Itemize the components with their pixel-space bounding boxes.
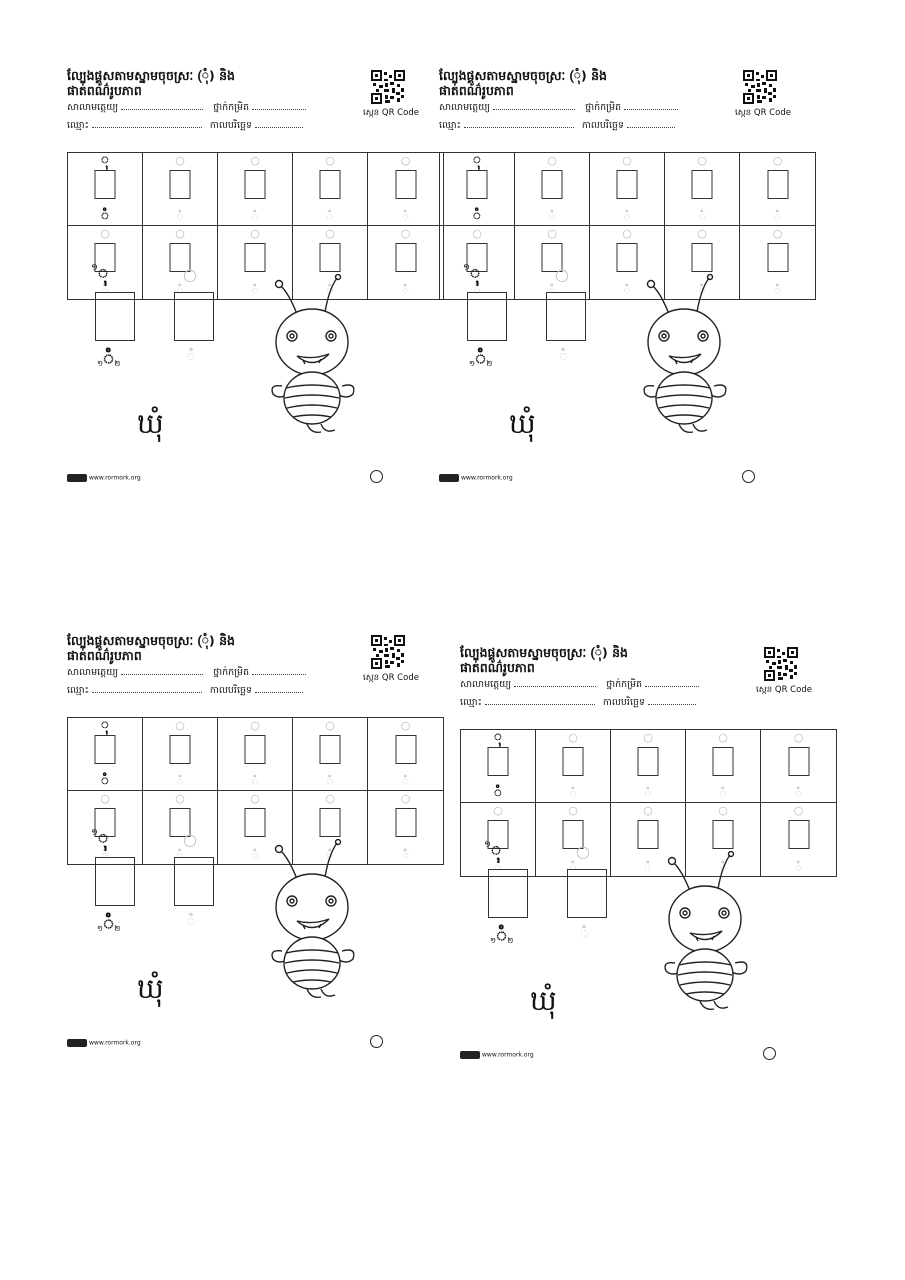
cell-top-guide: ○: [400, 719, 411, 732]
practice-guide-top: ○: [183, 830, 197, 849]
trace-cell[interactable]: [761, 803, 836, 876]
date-field[interactable]: [648, 696, 696, 705]
cell-top-guide: ○: [250, 154, 260, 167]
worksheet-title: [439, 68, 607, 98]
practice-word: ឃុំ: [530, 984, 557, 1017]
practice-bottom-mark: ១ំ២: [97, 349, 121, 371]
trace-cell[interactable]: [590, 153, 665, 226]
practice-word: ឃុំ: [509, 407, 536, 440]
school-label: សាលាមត្តេយ្យ: [67, 102, 119, 113]
cell-trace-box[interactable]: [788, 820, 809, 849]
worksheet-title: [67, 633, 235, 663]
cell-trace-box[interactable]: [692, 170, 713, 199]
footer-site[interactable]: www.rormork.org: [89, 474, 141, 482]
name-label: ឈ្មោះ: [67, 685, 89, 696]
cell-trace-box[interactable]: [245, 735, 266, 764]
cell-trace-box[interactable]: [713, 820, 734, 849]
cell-top-guide: ○: [175, 792, 185, 805]
trace-cell[interactable]: [368, 718, 443, 791]
name-label: ឈ្មោះ: [460, 697, 482, 708]
trace-cell[interactable]: [368, 153, 443, 226]
cell-bottom-guide: ំ: [569, 787, 577, 801]
cell-top-guide: ○: [175, 154, 185, 167]
practice-top-mark: $^១$ុ: [91, 828, 109, 850]
cell-trace-box[interactable]: [638, 820, 659, 849]
cell-trace-box[interactable]: [767, 170, 788, 199]
cell-trace-box[interactable]: [617, 243, 638, 272]
cell-trace-box[interactable]: [395, 808, 416, 837]
school-field[interactable]: [121, 101, 203, 110]
cell-top-guide: ○: [718, 804, 728, 817]
school-grade-row: [67, 666, 306, 680]
title-line-1: ល្បែងផ្គូសតាមស្នាមចុចស្រៈ (ុំ) និង: [67, 68, 235, 83]
practice-word: ឃុំ: [137, 407, 164, 440]
cell-trace-box[interactable]: [95, 170, 116, 199]
trace-cell[interactable]: [368, 226, 443, 299]
date-field[interactable]: [627, 119, 675, 128]
cell-trace-box[interactable]: [95, 735, 116, 764]
date-label: កាលបរិច្ឆេទ: [602, 697, 646, 708]
cell-top-mark: ុ: [100, 718, 110, 734]
title-line-1: ល្បែងផ្គូសតាមស្នាមចុចស្រៈ (ុំ) និង: [460, 645, 628, 660]
cell-bottom-guide: ំ: [326, 849, 334, 863]
cell-top-guide: ○: [568, 731, 578, 744]
cell-top-guide: ○: [793, 731, 804, 744]
name-date-row: [67, 684, 303, 698]
cell-bottom-guide: ំ: [644, 861, 652, 875]
worksheet-title: [460, 645, 628, 675]
qr-caption: ស្កេន QR Code: [363, 673, 419, 683]
cell-bottom-guide: ំ: [326, 210, 334, 224]
date-field[interactable]: [255, 684, 303, 693]
cell-bottom-guide: ំ: [644, 787, 652, 801]
cell-bottom-guide: ំ: [326, 775, 334, 789]
cell-bottom-guide: ំ: [623, 284, 631, 298]
title-line-2: ផាត់ពណ៌រូបភាព: [439, 83, 514, 98]
cell-bottom-mark: ំ: [472, 209, 482, 225]
practice-box-1[interactable]: [467, 292, 507, 341]
qr-code-icon: [743, 70, 777, 104]
trace-grid: [67, 152, 444, 300]
cell-bottom-guide: ំ: [101, 849, 109, 863]
logo-mark-icon: [460, 1051, 480, 1059]
bee-illustration: [660, 851, 755, 1021]
cell-top-mark: ុ: [493, 730, 503, 746]
bee-illustration: [267, 839, 362, 1009]
qr-caption: ស្កេន QR Code: [735, 108, 791, 118]
name-field[interactable]: [92, 684, 202, 693]
trace-cell[interactable]: [665, 153, 740, 226]
date-field[interactable]: [255, 119, 303, 128]
cell-top-guide: ○: [100, 227, 110, 240]
trace-cell[interactable]: [293, 718, 368, 791]
badge-icon: [370, 1035, 383, 1048]
cell-bottom-guide: ំ: [176, 284, 184, 298]
footer-site[interactable]: www.rormork.org: [89, 1039, 141, 1047]
qr-code-icon: [764, 647, 798, 681]
cell-trace-box[interactable]: [320, 243, 341, 272]
qr-code-icon: [371, 635, 405, 669]
cell-trace-box[interactable]: [320, 170, 341, 199]
cell-trace-box[interactable]: [488, 747, 509, 776]
cell-bottom-guide: ំ: [794, 787, 803, 801]
trace-cell[interactable]: [761, 730, 836, 803]
cell-trace-box[interactable]: [638, 747, 659, 776]
cell-top-mark: ុ: [100, 153, 110, 169]
trace-cell[interactable]: [68, 153, 143, 226]
cell-top-guide: ○: [547, 154, 557, 167]
cell-top-guide: ○: [175, 227, 185, 240]
cell-top-guide: ○: [325, 719, 335, 732]
trace-cell[interactable]: [143, 718, 218, 791]
trace-cell[interactable]: [515, 226, 590, 299]
trace-cell[interactable]: [740, 226, 815, 299]
title-line-2: ផាត់ពណ៌រូបភាព: [460, 660, 535, 675]
cell-bottom-guide: ំ: [251, 849, 259, 863]
practice-top-mark: $^១$ុ: [463, 263, 481, 285]
grade-label: ថ្នាក់កម្រិត: [585, 102, 622, 113]
trace-cell[interactable]: [68, 718, 143, 791]
cell-top-guide: ○: [175, 719, 185, 732]
cell-bottom-guide: ំ: [473, 284, 481, 298]
trace-cell[interactable]: [218, 718, 293, 791]
trace-cell[interactable]: [686, 730, 761, 803]
date-label: កាលបរិច្ឆេទ: [581, 120, 625, 131]
cell-bottom-guide: ំ: [698, 284, 706, 298]
name-field[interactable]: [464, 119, 574, 128]
bee-illustration: [267, 274, 362, 444]
practice-top-mark: $^១$ុ: [484, 840, 502, 862]
practice-box-2[interactable]: [174, 292, 214, 341]
title-line-2: ផាត់ពណ៌រូបភាព: [67, 83, 142, 98]
cell-bottom-guide: ំ: [719, 787, 727, 801]
cell-trace-box[interactable]: [692, 243, 713, 272]
grade-field[interactable]: [252, 666, 306, 675]
qr-code-icon: [371, 70, 405, 104]
trace-cell[interactable]: [368, 791, 443, 864]
cell-bottom-guide: ំ: [251, 284, 259, 298]
practice-guide-bottom: ំ: [580, 925, 589, 943]
cell-bottom-guide: ំ: [569, 861, 577, 875]
cell-trace-box[interactable]: [245, 243, 266, 272]
trace-cell[interactable]: [293, 153, 368, 226]
grade-field[interactable]: [645, 678, 699, 687]
cell-trace-box[interactable]: [542, 170, 563, 199]
cell-top-guide: ○: [472, 227, 482, 240]
cell-top-guide: ○: [643, 804, 653, 817]
cell-trace-box[interactable]: [467, 170, 488, 199]
trace-cell[interactable]: [143, 153, 218, 226]
cell-top-guide: ○: [772, 154, 783, 167]
cell-bottom-guide: ំ: [251, 210, 259, 224]
cell-trace-box[interactable]: [395, 243, 416, 272]
cell-trace-box[interactable]: [320, 735, 341, 764]
trace-cell[interactable]: [515, 153, 590, 226]
cell-trace-box[interactable]: [170, 735, 191, 764]
cell-trace-box[interactable]: [563, 747, 584, 776]
cell-top-guide: ○: [100, 792, 110, 805]
cell-bottom-mark: ំ: [493, 786, 503, 802]
cell-bottom-guide: ំ: [794, 861, 803, 875]
school-field[interactable]: [514, 678, 596, 687]
cell-trace-box[interactable]: [713, 747, 734, 776]
practice-guide-top: ○: [576, 842, 590, 861]
cell-bottom-mark: ំ: [100, 209, 110, 225]
trace-grid: [439, 152, 816, 300]
cell-bottom-guide: ំ: [176, 849, 184, 863]
grade-field[interactable]: [252, 101, 306, 110]
title-line-2: ផាត់ពណ៌រូបភាព: [67, 648, 142, 663]
badge-icon: [742, 470, 755, 483]
cell-trace-box[interactable]: [617, 170, 638, 199]
name-field[interactable]: [92, 119, 202, 128]
cell-trace-box[interactable]: [320, 808, 341, 837]
trace-cell[interactable]: [143, 791, 218, 864]
organization-logo: [439, 474, 513, 482]
cell-bottom-guide: ំ: [773, 284, 782, 298]
date-label: កាលបរិច្ឆេទ: [209, 685, 253, 696]
trace-cell[interactable]: [461, 730, 536, 803]
footer-site[interactable]: www.rormork.org: [482, 1051, 534, 1059]
cell-bottom-guide: ំ: [101, 284, 109, 298]
cell-top-guide: ○: [793, 804, 804, 817]
cell-trace-box[interactable]: [395, 735, 416, 764]
cell-bottom-guide: ំ: [401, 849, 410, 863]
school-field[interactable]: [121, 666, 203, 675]
practice-box-1[interactable]: [488, 869, 528, 918]
title-line-1: ល្បែងផ្គូសតាមស្នាមចុចស្រៈ (ុំ) និង: [67, 633, 235, 648]
school-grade-row: [67, 101, 306, 115]
bee-illustration: [639, 274, 734, 444]
name-date-row: [439, 119, 675, 133]
school-label: សាលាមត្តេយ្យ: [439, 102, 491, 113]
practice-box-1[interactable]: [95, 292, 135, 341]
practice-box-2[interactable]: [174, 857, 214, 906]
practice-bottom-mark: ១ំ២: [97, 914, 121, 936]
cell-bottom-mark: ំ: [100, 774, 110, 790]
school-label: សាលាមត្តេយ្យ: [67, 667, 119, 678]
trace-grid: [460, 729, 837, 877]
practice-bottom-mark: ១ំ២: [469, 349, 493, 371]
cell-top-guide: ○: [250, 227, 260, 240]
practice-box-2[interactable]: [567, 869, 607, 918]
school-grade-row: [460, 678, 699, 692]
cell-bottom-guide: ំ: [548, 284, 556, 298]
grade-label: ថ្នាក់កម្រិត: [606, 679, 643, 690]
cell-top-guide: ○: [643, 731, 653, 744]
trace-cell[interactable]: [740, 153, 815, 226]
cell-top-guide: ○: [622, 227, 632, 240]
qr-caption: ស្កេន QR Code: [756, 685, 812, 695]
cell-top-guide: ○: [400, 154, 411, 167]
name-date-row: [460, 696, 696, 710]
cell-top-guide: ○: [325, 154, 335, 167]
logo-mark-icon: [439, 474, 459, 482]
cell-top-guide: ○: [400, 792, 411, 805]
qr-caption: ស្កេន QR Code: [363, 108, 419, 118]
cell-bottom-guide: ំ: [719, 861, 727, 875]
practice-box-2[interactable]: [546, 292, 586, 341]
trace-cell[interactable]: [440, 153, 515, 226]
cell-top-guide: ○: [325, 792, 335, 805]
cell-trace-box[interactable]: [170, 170, 191, 199]
cell-bottom-guide: ំ: [251, 775, 259, 789]
cell-bottom-guide: ំ: [773, 210, 782, 224]
organization-logo: [67, 1039, 141, 1047]
practice-guide-top: ○: [555, 265, 569, 284]
cell-bottom-guide: ំ: [401, 775, 410, 789]
trace-cell[interactable]: [611, 730, 686, 803]
school-field[interactable]: [493, 101, 575, 110]
badge-icon: [763, 1047, 776, 1060]
worksheet-1: [67, 68, 467, 678]
cell-top-guide: ○: [772, 227, 783, 240]
organization-logo: [460, 1051, 534, 1059]
cell-bottom-guide: ំ: [548, 210, 556, 224]
cell-top-guide: ○: [250, 792, 260, 805]
practice-guide-bottom: ំ: [187, 348, 196, 366]
cell-top-guide: ○: [697, 154, 707, 167]
cell-top-guide: ○: [250, 719, 260, 732]
grade-field[interactable]: [624, 101, 678, 110]
footer-site[interactable]: www.rormork.org: [461, 474, 513, 482]
trace-cell[interactable]: [218, 153, 293, 226]
cell-bottom-guide: ំ: [176, 210, 184, 224]
cell-top-guide: ○: [547, 227, 557, 240]
grade-label: ថ្នាក់កម្រិត: [213, 102, 250, 113]
cell-bottom-guide: ំ: [326, 284, 334, 298]
practice-word: ឃុំ: [137, 972, 164, 1005]
practice-guide-bottom: ំ: [187, 913, 196, 931]
cell-top-guide: ○: [325, 227, 335, 240]
cell-bottom-guide: ំ: [401, 284, 410, 298]
cell-top-guide: ○: [622, 154, 632, 167]
cell-trace-box[interactable]: [395, 170, 416, 199]
date-label: កាលបរិច្ឆេទ: [209, 120, 253, 131]
cell-bottom-guide: ំ: [623, 210, 631, 224]
practice-bottom-mark: ១ំ២: [490, 926, 514, 948]
badge-icon: [370, 470, 383, 483]
worksheet-title: [67, 68, 235, 98]
worksheet-3: [67, 633, 467, 1243]
cell-trace-box[interactable]: [245, 808, 266, 837]
trace-cell[interactable]: [536, 730, 611, 803]
school-label: សាលាមត្តេយ្យ: [460, 679, 512, 690]
cell-top-guide: ○: [697, 227, 707, 240]
trace-cell[interactable]: [536, 803, 611, 876]
cell-trace-box[interactable]: [767, 243, 788, 272]
cell-bottom-guide: ំ: [698, 210, 706, 224]
cell-bottom-guide: ំ: [401, 210, 410, 224]
cell-trace-box[interactable]: [245, 170, 266, 199]
cell-top-guide: ○: [493, 804, 503, 817]
logo-mark-icon: [67, 1039, 87, 1047]
cell-top-guide: ○: [400, 227, 411, 240]
name-label: ឈ្មោះ: [67, 120, 89, 131]
logo-mark-icon: [67, 474, 87, 482]
cell-trace-box[interactable]: [788, 747, 809, 776]
cell-top-guide: ○: [568, 804, 578, 817]
name-field[interactable]: [485, 696, 595, 705]
practice-top-mark: $^១$ុ: [91, 263, 109, 285]
worksheet-4: [460, 645, 860, 1255]
cell-bottom-guide: ំ: [494, 861, 502, 875]
trace-cell[interactable]: [143, 226, 218, 299]
practice-box-1[interactable]: [95, 857, 135, 906]
worksheet-2: [439, 68, 839, 678]
trace-grid: [67, 717, 444, 865]
title-line-1: ល្បែងផ្គូសតាមស្នាមចុចស្រៈ (ុំ) និង: [439, 68, 607, 83]
school-grade-row: [439, 101, 678, 115]
cell-top-mark: ុ: [472, 153, 482, 169]
grade-label: ថ្នាក់កម្រិត: [213, 667, 250, 678]
practice-guide-bottom: ំ: [559, 348, 568, 366]
name-label: ឈ្មោះ: [439, 120, 461, 131]
name-date-row: [67, 119, 303, 133]
practice-guide-top: ○: [183, 265, 197, 284]
cell-bottom-guide: ំ: [176, 775, 184, 789]
organization-logo: [67, 474, 141, 482]
cell-top-guide: ○: [718, 731, 728, 744]
